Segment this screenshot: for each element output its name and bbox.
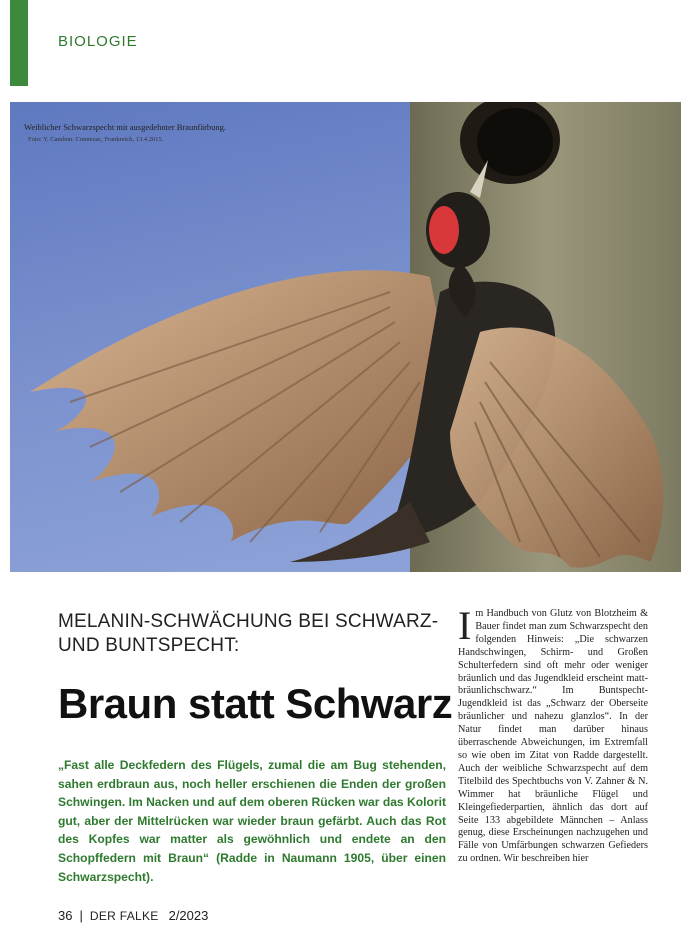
article-body-column: [458, 603, 648, 866]
article-lead-quote: „Fast alle Deckfedern des Flügels, zumal die am Bug stehenden, sahen erdbraun aus, noch heller erschienen die Enden der großen Schwingen. Im Nacken und auf dem oberen Rücken war das Kolorit gut, aber der Mittelrücken war wieder braun gefärbt. Auch das Rot des Kopfes war matter als gewöhnlich und endete an den Schopffedern mit Braun“ (Radde in Naumann 1905, über einen Schwarzspecht).: [58, 758, 446, 884]
article-body-text: m Handbuch von Glutz von Blotzheim & Bauer findet man zum Schwarzspecht den folgenden Hinweis: „Die schwarzen Handschwingen, Schirm- und Großen Schulterfedern sind oft mehr oder weniger bräunlich und das Jugendkleid erscheint matt-bräunlichschwarz.“ Im Buntspecht-Jugendkleid ist das „Schwarz der Oberseite bräunlicher und nahezu glanzlos“. In der Natur findet man darüber hinaus überraschende Abweichungen, im Extremfall so wie oben im Zitat von Radde dargestellt. Auch der weibliche Schwarzspecht auf dem Titelbild des Spechtbuchs von V. Zahner & N. Wimmer hat bräunliche Flügel und Kleingefiederpartien, ähnlich das dort auf Seite 133 abgebildete Männchen – Anlass genug, diese Erscheinungen nachzugehen und Fälle von Umfärbungen schwarzen Gefieders zu ordnen. Wir beschreiben hier: [458, 608, 648, 865]
photo-credit: Foto: Y. Cambon. Connezac, Frankreich, 13.4.2015.: [28, 136, 164, 143]
page-footer: [58, 908, 208, 923]
section-label: BIOLOGIE: [58, 33, 138, 50]
magazine-name: DER FALKE: [89, 909, 159, 923]
page-number: 36: [58, 908, 73, 923]
section-color-bar: [10, 0, 28, 86]
caption-text: Weiblicher Schwarzspecht mit ausgedehnter Braunfärbung.: [24, 122, 227, 132]
footer-separator: |: [79, 908, 83, 923]
article-headline: Braun statt Schwarz: [58, 680, 453, 727]
article-kicker: MELANIN-SCHWÄCHUNG BEI SCHWARZ- UND BUNTSPECHT:: [58, 611, 439, 656]
photo-illustration: [10, 102, 681, 572]
photo-caption: [24, 122, 234, 145]
drop-cap: I: [458, 603, 472, 648]
woodpecker-photo: [10, 102, 681, 572]
issue-number: 2/2023: [168, 908, 209, 923]
